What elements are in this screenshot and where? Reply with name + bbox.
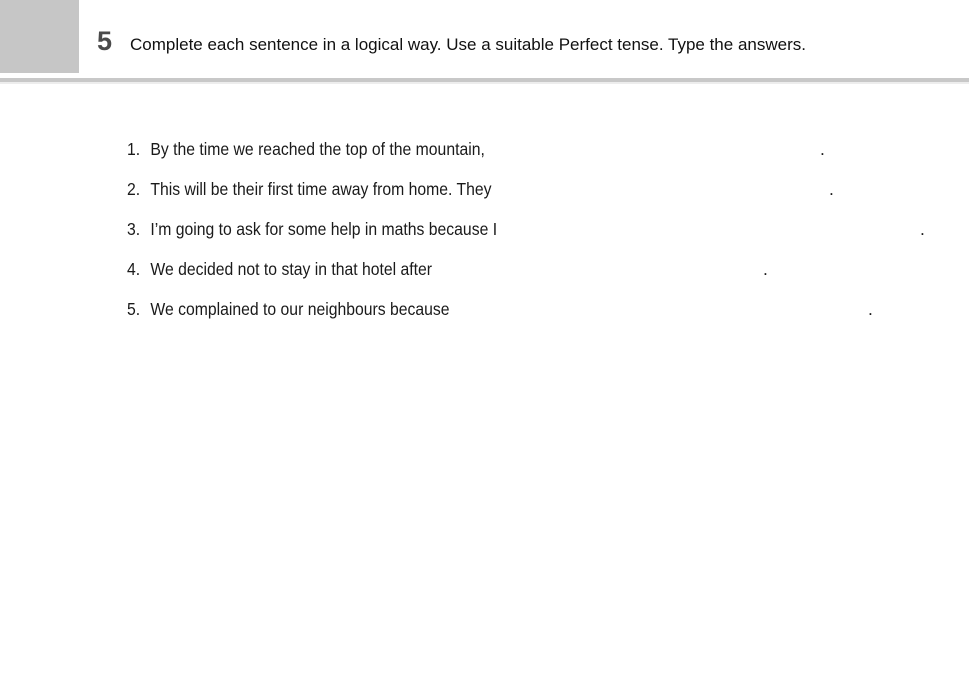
item-sentence: We complained to our neighbours because: [150, 299, 450, 319]
answer-field-1[interactable]: [516, 137, 816, 161]
sentence-period: .: [820, 139, 825, 159]
item-sentence: We decided not to stay in that hotel after: [150, 259, 433, 279]
header-accent-block: [0, 0, 79, 73]
exercise-number: 5: [97, 26, 113, 56]
item-sentence: By the time we reached the top of the mountain,: [150, 139, 485, 159]
exercise-item-2: [127, 177, 491, 201]
sentence-period: .: [868, 299, 873, 319]
sentence-period: .: [763, 259, 768, 279]
exercise-item-4: [127, 257, 432, 281]
item-number: 5.: [127, 299, 141, 319]
sentence-period: .: [829, 179, 834, 199]
answer-field-5[interactable]: [474, 297, 864, 321]
item-number: 2.: [127, 179, 141, 199]
header-divider-shadow: [0, 82, 969, 84]
answer-field-4[interactable]: [461, 257, 759, 281]
exercise-header: [0, 0, 969, 80]
item-sentence: This will be their first time away from home. They: [150, 179, 492, 199]
answer-field-2[interactable]: [526, 177, 826, 201]
exercise-item-3: [127, 217, 497, 241]
exercise-item-1: [127, 137, 485, 161]
sentence-period: .: [920, 219, 925, 239]
answer-field-3[interactable]: [526, 217, 916, 241]
item-number: 1.: [127, 139, 141, 159]
item-number: 3.: [127, 219, 141, 239]
exercise-item-5: [127, 297, 450, 321]
item-sentence: I’m going to ask for some help in maths because I: [150, 219, 498, 239]
item-number: 4.: [127, 259, 141, 279]
exercise-instruction: Complete each sentence in a logical way. Use a suitable Perfect tense. Type the answers.: [130, 35, 806, 54]
